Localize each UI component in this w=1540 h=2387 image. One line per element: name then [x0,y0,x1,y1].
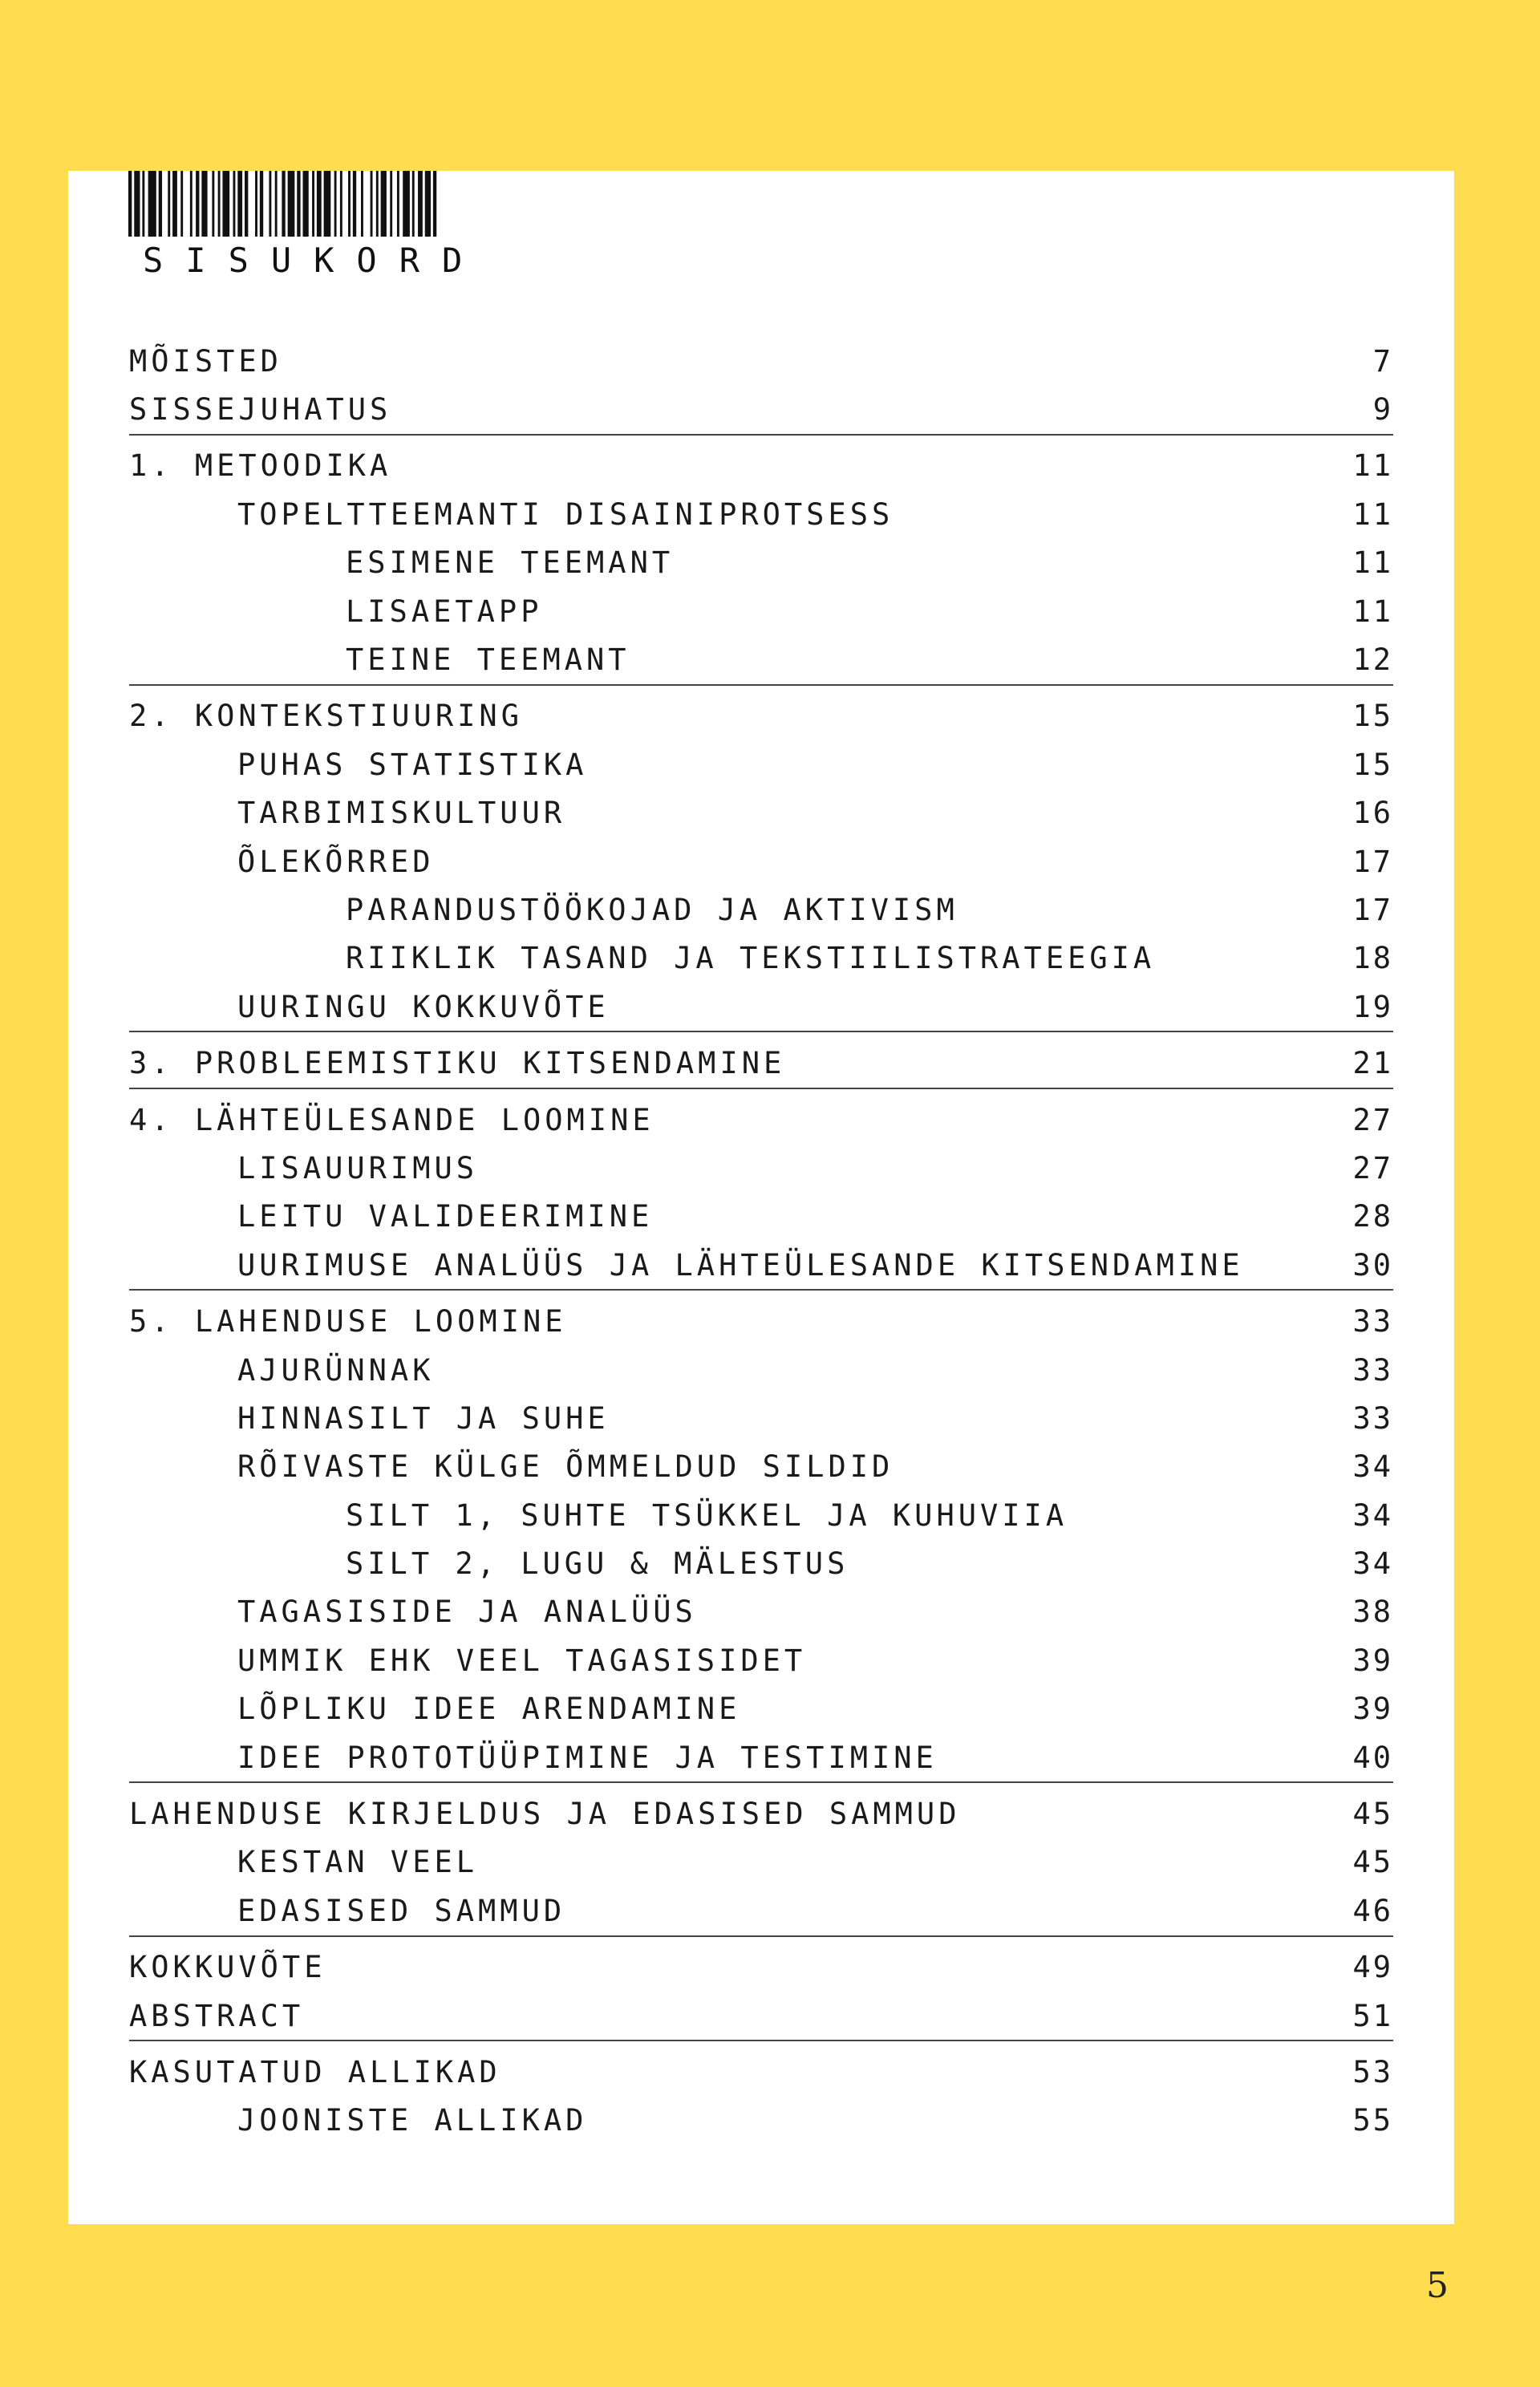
toc-entry-label: KOKKUVÕTE [129,1950,326,1985]
toc-entry[interactable] [129,1039,1393,1087]
toc-entry-label: LEITU VALIDEERIMINE [237,1199,654,1234]
toc-entry-page: 33 [1352,1400,1393,1436]
toc-entry-page: 49 [1352,1950,1393,1985]
toc-entry-page: 16 [1352,796,1393,831]
toc-entry-label: 1. METOODIKA [129,448,392,484]
barcode-bar [418,171,423,237]
toc-entry[interactable] [129,1636,1393,1684]
toc-entry-page: 27 [1352,1102,1393,1137]
barcode-bar [371,171,373,237]
toc-entry-label: SISSEJUHATUS [129,392,392,428]
toc-entry-page: 45 [1352,1797,1393,1832]
toc-entry-label: IDEE PROTOTÜÜPIMINE JA TESTIMINE [237,1740,938,1775]
barcode-bar [134,171,140,237]
toc-entry-page: 30 [1352,1247,1393,1283]
barcode-bar [433,171,436,237]
toc-entry-label: 4. LÄHTEÜLESANDE LOOMINE [129,1102,654,1137]
toc-entry-page: 12 [1352,642,1393,678]
toc-entry-label: ABSTRACT [129,1998,305,2033]
toc-entry-page: 11 [1352,594,1393,629]
barcode-bar [412,171,415,237]
toc-entry[interactable] [129,1193,1393,1241]
toc-entry[interactable] [129,1886,1393,1935]
toc-entry-page: 51 [1352,1998,1393,2033]
toc-entry-page: 21 [1352,1046,1393,1081]
toc-entry[interactable] [129,1588,1393,1636]
barcode-bar [212,171,214,237]
toc-entry-page: 17 [1352,892,1393,927]
toc-entry-page: 55 [1352,2103,1393,2138]
toc-entry[interactable] [129,886,1393,934]
toc-entry-label: PARANDUSTÖÖKOJAD JA AKTIVISM [346,892,958,927]
toc-entry-page: 53 [1352,2054,1393,2089]
toc-entry[interactable] [129,1241,1393,1289]
toc-entry[interactable] [129,1394,1393,1442]
toc-entry[interactable] [129,1992,1393,2040]
toc-section [129,2041,1393,2145]
toc-entry-label: AJURÜNNAK [237,1352,435,1388]
toc-entry[interactable] [129,1297,1393,1345]
barcode-bar [159,171,162,237]
toc-section [129,1291,1393,1783]
toc-entry[interactable] [129,789,1393,837]
toc-entry[interactable] [129,1346,1393,1394]
barcode-bar [168,171,170,237]
toc-entry-page: 11 [1352,448,1393,484]
barcode-bar [275,171,278,237]
barcode-bar [180,171,183,237]
toc-section [129,337,1393,436]
barcode-bar [148,171,156,237]
toc-entry-label: RÕIVASTE KÜLGE ÕMMELDUD SILDID [237,1449,894,1485]
toc-entry-page: 38 [1352,1595,1393,1630]
toc-entry[interactable] [129,385,1393,433]
toc-entry[interactable] [129,337,1393,385]
toc-entry[interactable] [129,1096,1393,1144]
barcode-bar [233,171,236,237]
toc-entry[interactable] [129,1144,1393,1192]
barcode-bar [288,171,295,237]
barcode-bar [303,171,309,237]
toc-entry-page: 40 [1352,1740,1393,1775]
toc-entry-page: 9 [1372,392,1393,428]
barcode-bar [260,171,263,237]
barcode-bar [245,171,248,237]
barcode-bar [376,171,379,237]
barcode-bar [312,171,314,237]
toc-entry-page: 15 [1352,747,1393,782]
toc-entry-label: KASUTATUD ALLIKAD [129,2054,501,2089]
toc-entry-label: TARBIMISKULTUUR [237,796,566,831]
toc-entry-label: JOONISTE ALLIKAD [237,2103,588,2138]
toc-entry-label: LISAETAPP [346,594,543,629]
toc-entry-label: TOPELTTEEMANTI DISAINIPROTSESS [237,496,894,532]
toc-entry[interactable] [129,1733,1393,1781]
toc-entry-page: 11 [1352,545,1393,581]
barcode-bar [142,171,144,237]
barcode-bar [172,171,177,237]
toc-entry[interactable] [129,934,1393,983]
toc-entry-label: PUHAS STATISTIKA [237,747,588,782]
toc-entry-label: TEINE TEEMANT [346,642,630,678]
toc-section [129,686,1393,1033]
toc-entry-label: LISAUURIMUS [237,1150,479,1185]
toc-entry-page: 28 [1352,1199,1393,1234]
barcode-bar [222,171,229,237]
toc-entry[interactable] [129,1539,1393,1587]
barcode-bar [397,171,399,237]
toc-entry[interactable] [129,539,1393,587]
toc-entry-label: RIIKLIK TASAND JA TEKSTIILISTRATEEGIA [346,941,1156,976]
barcode-graphic [128,171,557,237]
receipt-torn-edge [68,2198,1454,2230]
page-number: 5 [1426,2265,1449,2306]
toc-entry[interactable] [129,2097,1393,2145]
toc-entry-label: UMMIK EHK VEEL TAGASISIDET [237,1643,807,1678]
toc-entry[interactable] [129,1685,1393,1733]
barcode-bar [196,171,199,237]
toc-entry-label: TAGASISIDE JA ANALÜÜS [237,1595,697,1630]
barcode-bar [218,171,221,237]
toc-entry-label: LAHENDUSE KIRJELDUS JA EDASISED SAMMUD [129,1797,961,1832]
toc-section [129,1032,1393,1088]
barcode-bar [128,171,132,237]
toc-entry-page: 17 [1352,844,1393,879]
toc-entry-label: MÕISTED [129,343,282,379]
toc-entry[interactable] [129,1838,1393,1886]
barcode-bar [334,171,337,237]
barcode-bar [425,171,431,237]
toc-entry-page: 15 [1352,699,1393,734]
toc-entry-page: 46 [1352,1893,1393,1928]
toc-entry-label: ÕLEKÕRRED [237,844,435,879]
toc-entry[interactable] [129,1491,1393,1539]
barcode-bar [390,171,392,237]
toc-entry[interactable] [129,587,1393,635]
toc-entry[interactable] [129,692,1393,740]
toc-entry-page: 33 [1352,1352,1393,1388]
toc-entry[interactable] [129,983,1393,1031]
toc-entry-page: 34 [1352,1497,1393,1533]
toc-section [129,436,1393,686]
barcode-bar [353,171,356,237]
barcode-bar [190,171,192,237]
barcode-bar [361,171,363,237]
toc-entry[interactable] [129,740,1393,788]
toc-entry[interactable] [129,635,1393,683]
toc-entry-page: 39 [1352,1643,1393,1678]
barcode-bar [297,171,300,237]
barcode-bar [340,171,342,237]
toc-entry-label: UURINGU KOKKUVÕTE [237,989,610,1024]
toc-entry-page: 39 [1352,1692,1393,1727]
barcode-bar [317,171,322,237]
barcode-bar [381,171,387,237]
toc-entry-page: 27 [1352,1150,1393,1185]
toc-section [129,1783,1393,1936]
barcode-bar [324,171,331,237]
toc-entry-label: HINNASILT JA SUHE [237,1400,610,1436]
toc-entry-label: 3. PROBLEEMISTIKU KITSENDAMINE [129,1046,786,1081]
toc-entry-label: EDASISED SAMMUD [237,1893,566,1928]
toc-entry-page: 34 [1352,1546,1393,1582]
toc-entry-label: SILT 1, SUHTE TSÜKKEL JA KUHUVIIA [346,1497,1068,1533]
toc-entry[interactable] [129,1943,1393,1992]
page-title: SISUKORD [143,241,485,280]
barcode-bar [269,171,271,237]
toc-entry[interactable] [129,837,1393,886]
barcode-bar [282,171,285,237]
toc-entry-label: 5. LAHENDUSE LOOMINE [129,1304,567,1339]
toc-entry[interactable] [129,1443,1393,1491]
toc-entry[interactable] [129,442,1393,490]
zigzag-path [68,2198,1454,2224]
toc-entry[interactable] [129,490,1393,538]
barcode-bar [255,171,257,237]
toc-section [129,1937,1393,2042]
toc-entry-label: KESTAN VEEL [237,1845,479,1880]
toc-entry[interactable] [129,1789,1393,1838]
toc-entry-page: 18 [1352,941,1393,976]
toc-entry-page: 34 [1352,1449,1393,1485]
barcode-bar [201,171,207,237]
toc-entry-label: 2. KONTEKSTIUURING [129,699,523,734]
barcode-bar [348,171,351,237]
toc-entry[interactable] [129,2048,1393,2096]
toc-entry-page: 11 [1352,496,1393,532]
toc-entry-page: 33 [1352,1304,1393,1339]
toc-entry-label: ESIMENE TEEMANT [346,545,675,581]
toc-entry-label: UURIMUSE ANALÜÜS JA LÄHTEÜLESANDE KITSENDAMINE [237,1247,1244,1283]
toc-entry-page: 45 [1352,1845,1393,1880]
toc-entry-label: SILT 2, LUGU & MÄLESTUS [346,1546,849,1582]
toc-section [129,1089,1393,1291]
table-of-contents [129,337,1393,2145]
barcode-bar [403,171,410,237]
barcode-bar [237,171,242,237]
toc-entry-page: 19 [1352,989,1393,1024]
toc-entry-label: LÕPLIKU IDEE ARENDAMINE [237,1692,741,1727]
toc-entry-page: 7 [1372,343,1393,379]
